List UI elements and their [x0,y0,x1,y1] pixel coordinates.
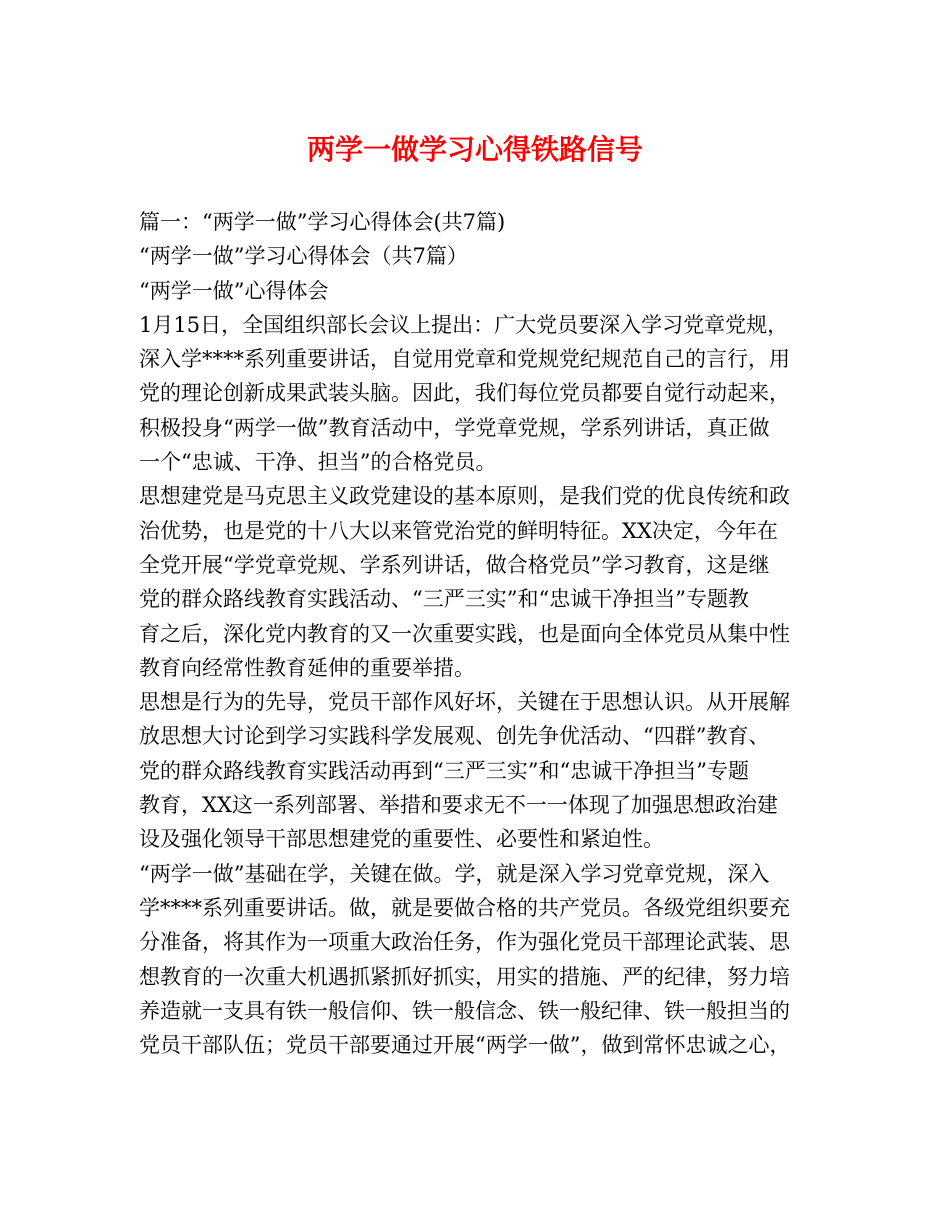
text-line: 育之后，深化党内教育的又一次重要实践，也是面向全体党员从集中性 [139,621,790,646]
text-line: 党员干部队伍；党员干部要通过开展“两学一做”，做到常怀忠诚之心， [139,1033,791,1058]
text-line: 深入学****系列重要讲话，自觉用党章和党规党纪规范自己的言行，用 [139,347,790,372]
text-line: “两学一做”心得体会 [139,278,329,303]
text-line: 党的群众路线教育实践活动再到“三严三实”和“忠诚干净担当”专题 [139,758,749,783]
document-body [139,205,819,1062]
document-title: 两学一做学习心得铁路信号 [306,133,643,166]
text-line: 积极投身“两学一做”教育活动中，学党章党规，学系列讲话，真正做 [139,415,770,440]
text-line: 设及强化领导干部思想建党的重要性、必要性和紧迫性。 [139,827,664,852]
text-line: 放思想大讨论到学习实践科学发展观、创先争优活动、“四群”教育、 [139,724,770,749]
text-line: 党的群众路线教育实践活动、“三严三实”和“忠诚干净担当”专题教 [139,587,749,612]
text-line: 一个“忠诚、干净、担当”的合格党员。 [139,450,497,475]
text-line: 分准备，将其作为一项重大政治任务，作为强化党员干部理论武装、思 [139,930,790,955]
text-line: 篇一：“两学一做”学习心得体会(共7篇) [139,210,506,234]
text-line: “两学一做”学习心得体会（共7篇） [139,244,468,269]
text-line: 想教育的一次重大机遇抓紧抓好抓实，用实的措施、严的纪律，努力培 [139,964,790,989]
text-line: 教育向经常性教育延伸的重要举措。 [139,655,475,680]
text-line: 学****系列重要讲话。做，就是要做合格的共产党员。各级党组织要充 [139,895,790,920]
text-line: 治优势，也是党的十八大以来管党治党的鲜明特征。XX决定，今年在 [139,518,778,543]
text-line: 1月15日，全国组织部长会议上提出：广大党员要深入学习党章党规， [139,312,789,337]
text-line: 养造就一支具有铁一般信仰、铁一般信念、铁一般纪律、铁一般担当的 [139,998,790,1023]
text-line: “两学一做”基础在学，关键在做。学，就是深入学习党章党规，深入 [139,861,770,886]
text-line: 思想建党是马克思主义政党建设的基本原则，是我们党的优良传统和政 [139,484,790,509]
text-line: 全党开展“学党章党规、学系列讲话，做合格党员”学习教育，这是继 [139,552,770,577]
text-line: 教育，XX这一系列部署、举措和要求无不一一体现了加强思想政治建 [139,793,778,818]
text-line: 党的理论创新成果武装头脑。因此，我们每位党员都要自觉行动起来， [139,381,790,406]
text-line: 思想是行为的先导，党员干部作风好坏，关键在于思想认识。从开展解 [139,690,790,715]
